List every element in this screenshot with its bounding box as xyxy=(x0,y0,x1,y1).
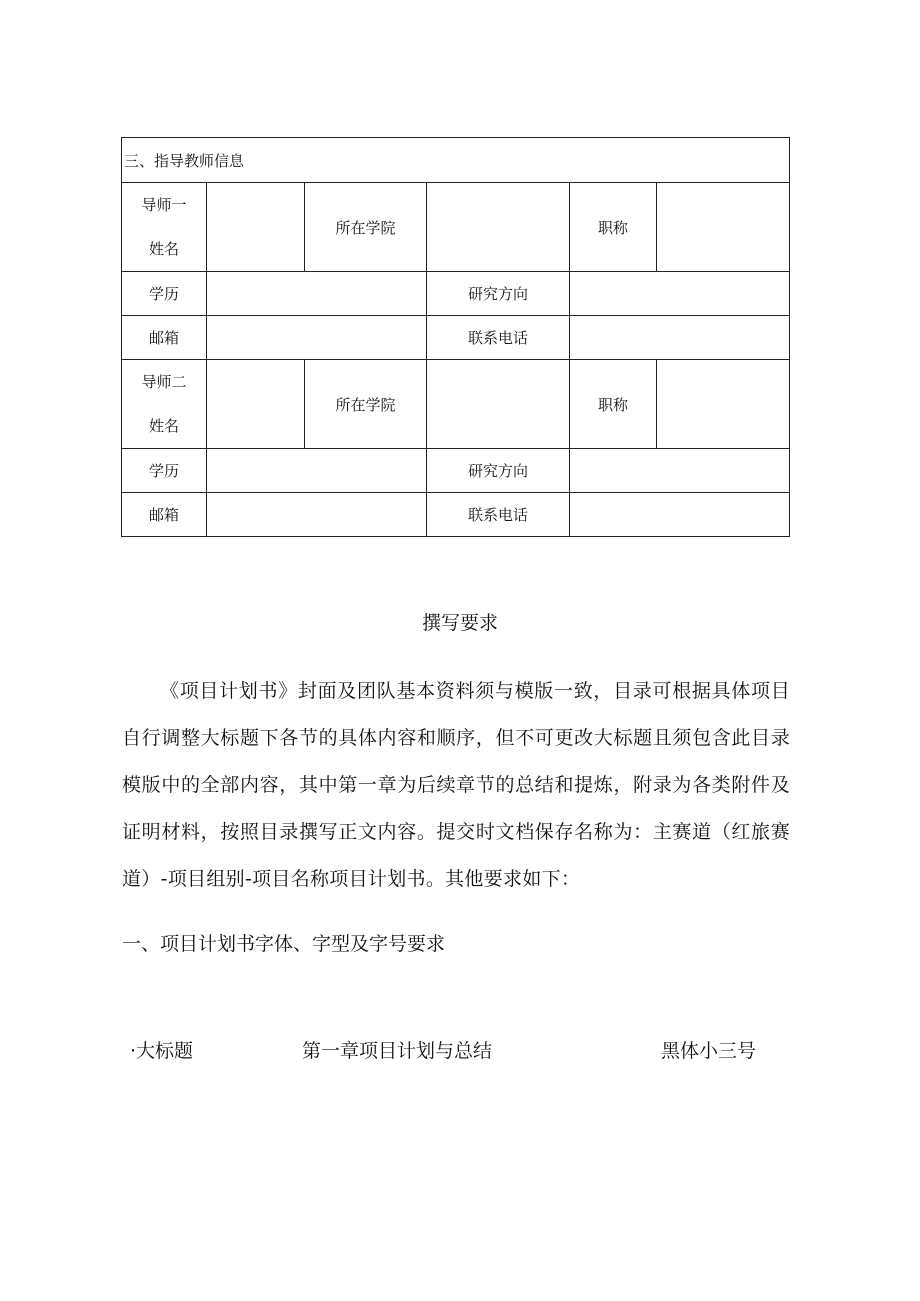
advisor-2-email-label: 邮箱 xyxy=(122,493,207,537)
font-requirements-heading: 一、项目计划书字体、字型及字号要求 xyxy=(122,933,446,955)
advisor-2-research-cell[interactable] xyxy=(570,449,790,493)
section-title-row xyxy=(122,138,790,183)
advisor-1-college-cell[interactable] xyxy=(427,183,570,272)
advisor-1-research-label: 研究方向 xyxy=(427,272,570,316)
advisor-1-phone-cell[interactable] xyxy=(570,316,790,360)
advisor-1-name-cell[interactable] xyxy=(207,183,305,272)
advisor-1-name-label-line1: 导师一 xyxy=(141,196,187,214)
advisor-1-name-label-line2: 姓名 xyxy=(148,240,179,258)
section-title: 三、指导教师信息 xyxy=(122,138,790,183)
advisor-2-contact-row xyxy=(122,493,790,537)
advisor-1-education-row xyxy=(122,272,790,316)
advisor-2-name-cell[interactable] xyxy=(207,360,305,449)
advisor-2-title-label: 职称 xyxy=(570,360,657,449)
advisor-1-email-label: 邮箱 xyxy=(122,316,207,360)
advisor-2-college-cell[interactable] xyxy=(427,360,570,449)
advisor-2-email-cell[interactable] xyxy=(207,493,427,537)
advisor-2-name-row xyxy=(122,360,790,449)
requirements-paragraph: 《项目计划书》封面及团队基本资料须与模版一致，目录可根据具体项目自行调整大标题下各节的具体内容和顺序，但不可更改大标题且须包含此目录模版中的全部内容，其中第一章为后续章节的总结和提炼，附录为各类附件及证明材料，按照目录撰写正文内容。提交时文档保存名称为：主赛道（红旅赛道）-项目组别-项目名称项目计划书。其他要求如下： xyxy=(122,680,790,890)
advisor-2-college-label: 所在学院 xyxy=(305,360,427,449)
font-row-example: 第一章项目计划与总结 xyxy=(302,1040,493,1062)
advisor-2-education-cell[interactable] xyxy=(207,449,427,493)
advisor-2-title-cell[interactable] xyxy=(657,360,790,449)
requirements-title: 撰写要求 xyxy=(421,612,498,634)
advisor-2-phone-cell[interactable] xyxy=(570,493,790,537)
advisor-2-name-label-line1: 导师二 xyxy=(141,373,187,391)
advisor-1-education-cell[interactable] xyxy=(207,272,427,316)
advisor-1-title-label: 职称 xyxy=(570,183,657,272)
font-row-font: 黑体小三号 xyxy=(661,1040,757,1062)
font-row-level: ·大标题 xyxy=(130,1040,194,1062)
advisor-1-phone-label: 联系电话 xyxy=(427,316,570,360)
advisor-1-education-label: 学历 xyxy=(122,272,207,316)
advisor-2-name-label xyxy=(122,360,207,449)
advisor-2-research-label: 研究方向 xyxy=(427,449,570,493)
advisor-2-education-row xyxy=(122,449,790,493)
advisor-2-education-label: 学历 xyxy=(122,449,207,493)
advisor-2-name-label-line2: 姓名 xyxy=(148,417,179,435)
advisor-1-email-cell[interactable] xyxy=(207,316,427,360)
advisor-2-phone-label: 联系电话 xyxy=(427,493,570,537)
advisor-1-college-label: 所在学院 xyxy=(305,183,427,272)
advisor-1-contact-row xyxy=(122,316,790,360)
advisor-info-table xyxy=(121,137,790,537)
advisor-1-name-row xyxy=(122,183,790,272)
advisor-1-title-cell[interactable] xyxy=(657,183,790,272)
advisor-1-research-cell[interactable] xyxy=(570,272,790,316)
advisor-1-name-label xyxy=(122,183,207,272)
